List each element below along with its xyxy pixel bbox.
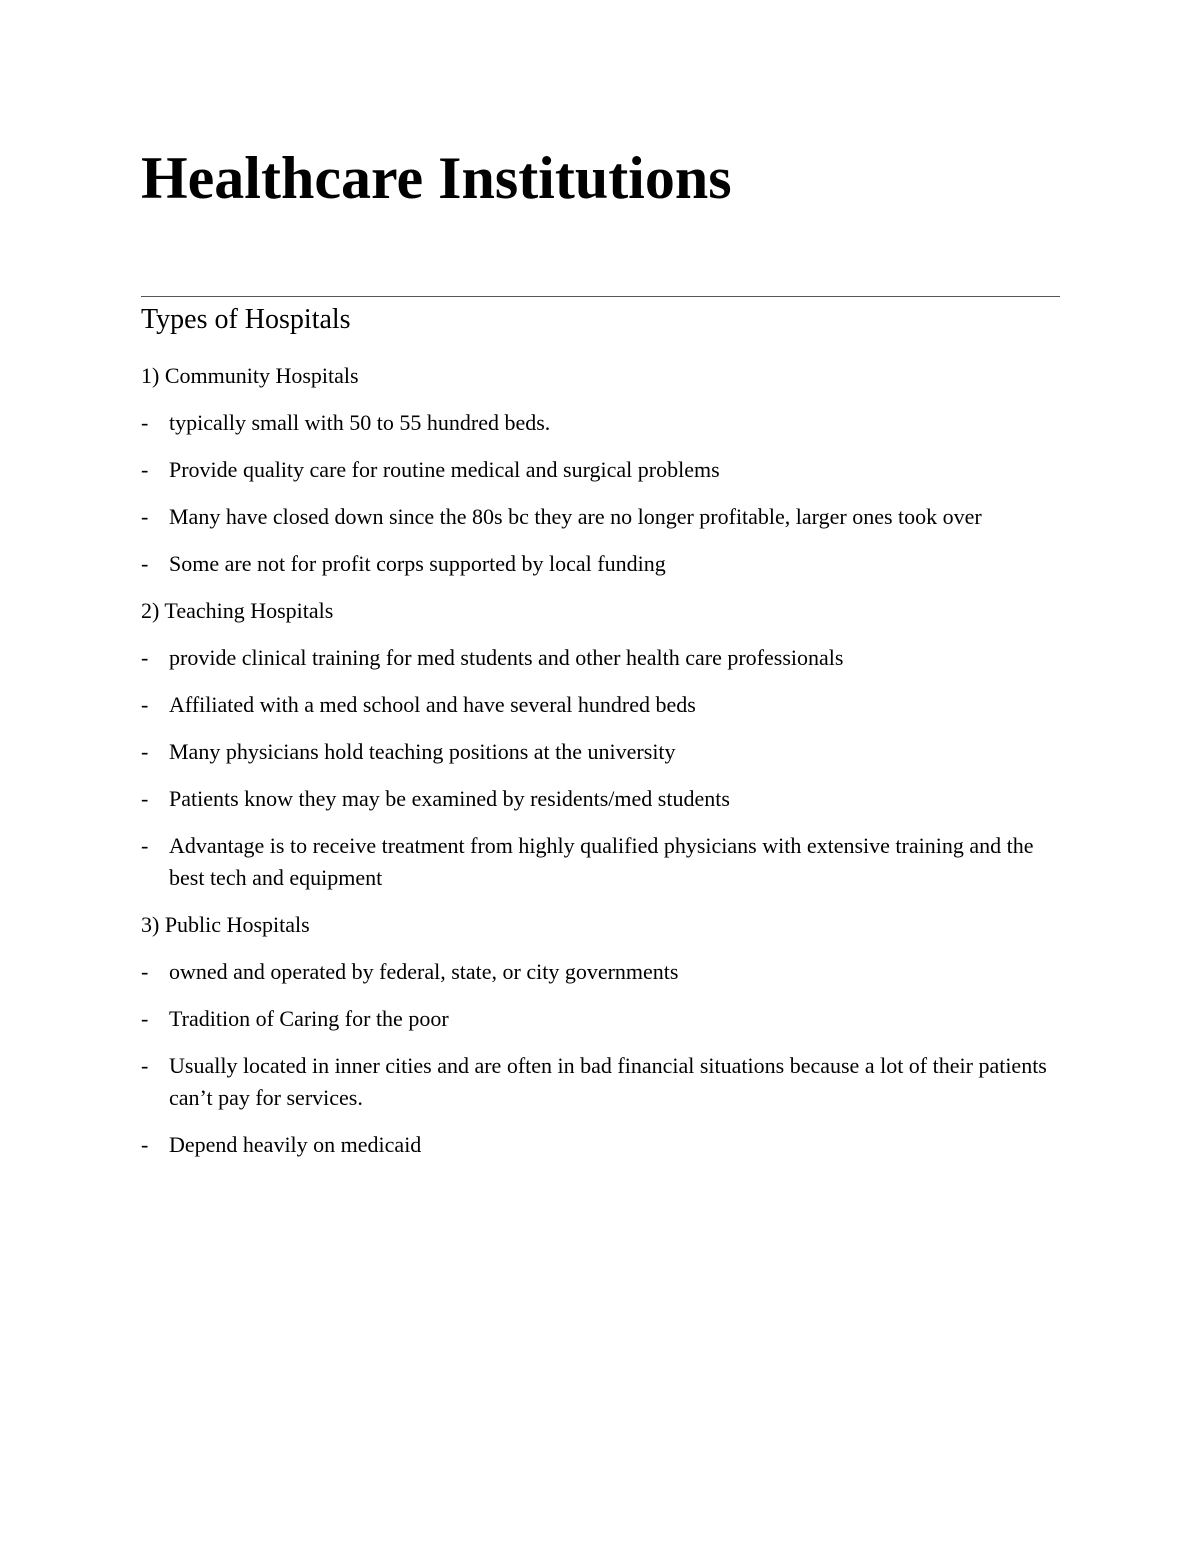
list-item-text: typically small with 50 to 55 hundred beds. — [169, 410, 551, 435]
section-community-hospitals — [141, 360, 1061, 580]
list-item-text: Many have closed down since the 80s bc they are no longer profitable, larger ones took over — [169, 504, 982, 529]
dash-marker: - — [141, 551, 149, 576]
list-item — [141, 736, 1061, 768]
list-item-text: provide clinical training for med students and other health care professionals — [169, 645, 844, 670]
list-item — [141, 783, 1061, 815]
list-item-text: Patients know they may be examined by residents/med students — [169, 786, 730, 811]
document-title: Healthcare Institutions — [141, 145, 732, 211]
dash-marker: - — [141, 457, 149, 482]
document-subtitle: Types of Hospitals — [141, 304, 351, 335]
dash-marker: - — [141, 739, 149, 764]
dash-marker: - — [141, 1132, 149, 1157]
list-item-text: owned and operated by federal, state, or city governments — [169, 959, 679, 984]
list-item-text: Many physicians hold teaching positions at the university — [169, 739, 676, 764]
dash-marker: - — [141, 410, 149, 435]
list-item-text: Some are not for profit corps supported by local funding — [169, 551, 666, 576]
section-heading: 2) Teaching Hospitals — [141, 598, 334, 623]
dash-marker: - — [141, 1006, 149, 1031]
list-item — [141, 1050, 1061, 1114]
list-item-text: Affiliated with a med school and have several hundred beds — [169, 692, 696, 717]
dash-marker: - — [141, 833, 149, 858]
dash-marker: - — [141, 645, 149, 670]
section-public-hospitals — [141, 909, 1061, 1161]
title-divider — [141, 296, 1060, 297]
list-item — [141, 830, 1061, 894]
document-body — [141, 300, 1061, 1176]
list-item-text: Provide quality care for routine medical and surgical problems — [169, 457, 720, 482]
list-item — [141, 689, 1061, 721]
list-item — [141, 642, 1061, 674]
list-item — [141, 1129, 1061, 1161]
dash-marker: - — [141, 692, 149, 717]
list-item — [141, 956, 1061, 988]
list-item — [141, 548, 1061, 580]
dash-marker: - — [141, 959, 149, 984]
list-item — [141, 501, 1061, 533]
section-heading: 1) Community Hospitals — [141, 363, 359, 388]
list-item — [141, 454, 1061, 486]
list-item-text: Tradition of Caring for the poor — [169, 1006, 449, 1031]
list-item — [141, 1003, 1061, 1035]
dash-marker: - — [141, 1053, 149, 1078]
list-item-text: Usually located in inner cities and are often in bad financial situations because a lot of their patients can’t pay for services. — [169, 1053, 1047, 1110]
dash-marker: - — [141, 504, 149, 529]
dash-marker: - — [141, 786, 149, 811]
list-item-text: Depend heavily on medicaid — [169, 1132, 422, 1157]
list-item-text: Advantage is to receive treatment from highly qualified physicians with extensive training and the best tech and equipment — [169, 833, 1034, 890]
section-heading: 3) Public Hospitals — [141, 912, 310, 937]
section-teaching-hospitals — [141, 595, 1061, 894]
list-item — [141, 407, 1061, 439]
